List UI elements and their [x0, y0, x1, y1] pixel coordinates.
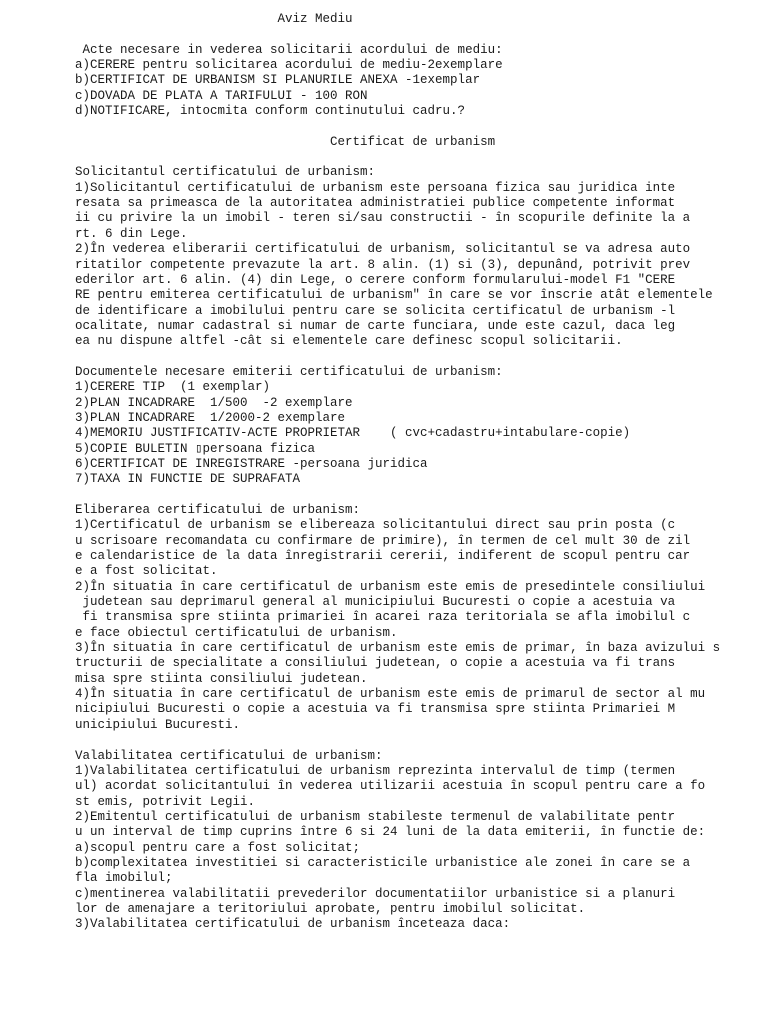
text-line: lor de amenajare a teritoriului aprobate, pentru imobilul solicitat. — [75, 901, 586, 916]
text-line — [75, 733, 765, 748]
text-line: st emis, potrivit Legii. — [75, 794, 256, 809]
text-line: ocalitate, numar cadastral si numar de carte funciara, unde este cazul, daca leg — [75, 318, 676, 333]
text-line: u un interval de timp cuprins între 6 si 24 luni de la data emiterii, în functie de: — [75, 825, 706, 840]
text-line: Solicitantul certificatului de urbanism: — [75, 165, 376, 180]
text-line: d)NOTIFICARE, intocmita conform continutului cadru.? — [75, 104, 466, 119]
text-line: 3)Valabilitatea certificatului de urbanism înceteaza daca: — [75, 917, 511, 932]
text-line: 4)În situatia în care certificatul de urbanism este emis de primarul de sector al mu — [75, 687, 706, 702]
text-line: e a fost solicitat. — [75, 564, 218, 579]
text-line: 2)Emitentul certificatului de urbanism stabileste termenul de valabilitate pentr — [75, 809, 676, 824]
text-line — [75, 119, 765, 134]
text-line — [75, 27, 765, 42]
text-line: fi transmisa spre stiinta primariei în acarei raza teritoriala se afla imobilul c — [75, 610, 691, 625]
text-line: 4)MEMORIU JUSTIFICATIV-ACTE PROPRIETAR ( cvc+cadastru+intabulare-copie) — [75, 426, 631, 441]
text-line: RE pentru emiterea certificatului de urbanism" în care se vor înscrie atât elementele — [75, 288, 713, 303]
text-line: fla imobilul; — [75, 871, 173, 886]
text-line: nicipiului Bucuresti o copie a acestuia va fi transmisa spre stiinta Primariei M — [75, 702, 676, 717]
text-line: 6)CERTIFICAT DE INREGISTRARE -persoana juridica — [75, 456, 428, 471]
text-line: 2)În situatia în care certificatul de urbanism este emis de presedintele consiliului — [75, 579, 706, 594]
text-line: b)complexitatea investitiei si caracteristicile urbanistice ale zonei în care se a — [75, 855, 691, 870]
text-line — [75, 488, 765, 503]
text-line: 1)CERERE TIP (1 exemplar) — [75, 380, 271, 395]
text-line: 2)PLAN INCADRARE 1/500 -2 exemplare — [75, 395, 353, 410]
text-line: 5)COPIE BULETIN ▯persoana fizica — [75, 441, 316, 456]
text-line: u scrisoare recomandata cu confirmare de primire), în termen de cel mult 30 de zil — [75, 533, 691, 548]
text-line: b)CERTIFICAT DE URBANISM SI PLANURILE ANEXA -1exemplar — [75, 73, 481, 88]
text-line: unicipiului Bucuresti. — [75, 717, 241, 732]
text-line: 7)TAXA IN FUNCTIE DE SUPRAFATA — [75, 472, 301, 487]
text-line: judetean sau deprimarul general al municipiului Bucuresti o copie a acestuia va — [75, 595, 676, 610]
text-line: rt. 6 din Lege. — [75, 226, 188, 241]
text-line: ritatilor competente prevazute la art. 8 alin. (1) si (3), depunând, potrivit prev — [75, 257, 691, 272]
text-line: 2)În vederea eliberarii certificatului de urbanism, solicitantul se va adresa auto — [75, 242, 691, 257]
text-line: ii cu privire la un imobil - teren si/sau constructii - în scopurile definite la a — [75, 211, 691, 226]
text-line: de identificare a imobilului pentru care se solicita certificatul de urbanism -l — [75, 303, 676, 318]
text-line: e calendaristice de la data înregistrarii cererii, indiferent de scopul pentru car — [75, 549, 691, 564]
text-line: 1)Certificatul de urbanism se elibereaza solicitantului direct sau prin posta (c — [75, 518, 676, 533]
text-line: Eliberarea certificatului de urbanism: — [75, 503, 361, 517]
text-line: Acte necesare in vederea solicitarii acordului de mediu: — [75, 42, 503, 57]
text-line: 3)PLAN INCADRARE 1/2000-2 exemplare — [75, 410, 346, 425]
text-line: Certificat de urbanism — [75, 134, 496, 149]
text-line: e face obiectul certificatului de urbanism. — [75, 625, 398, 640]
text-line: ederilor art. 6 alin. (4) din Lege, o cerere conform formularului-model F1 "CERE — [75, 272, 676, 287]
text-line: 1)Valabilitatea certificatului de urbanism reprezinta intervalul de timp (termen — [75, 763, 676, 778]
document-body — [75, 12, 765, 933]
text-line: a)CERERE pentru solicitarea acordului de mediu-2exemplare — [75, 58, 503, 73]
text-line: tructurii de specialitate a consiliului judetean, o copie a acestuia va fi trans — [75, 656, 676, 671]
text-line: a)scopul pentru care a fost solicitat; — [75, 840, 361, 855]
text-line: Valabilitatea certificatului de urbanism: — [75, 748, 383, 763]
text-line: c)mentinerea valabilitatii prevederilor documentatiilor urbanistice si a planuri — [75, 886, 676, 901]
text-line: 3)În situatia în care certificatul de urbanism este emis de primar, în baza avizului s — [75, 641, 721, 656]
text-line: Aviz Mediu — [75, 12, 353, 26]
text-line: misa spre stiinta consiliului judetean. — [75, 671, 368, 686]
text-line: resata sa primeasca de la autoritatea administratiei publice competente informat — [75, 196, 676, 211]
text-line — [75, 150, 765, 165]
text-line: 1)Solicitantul certificatului de urbanism este persoana fizica sau juridica inte — [75, 180, 676, 195]
text-line — [75, 350, 765, 365]
text-line: ea nu dispune altfel -cât si elementele care definesc scopul solicitarii. — [75, 334, 623, 349]
text-line: Documentele necesare emiterii certificatului de urbanism: — [75, 364, 503, 379]
text-line: ul) acordat solicitantului în vederea utilizarii acestuia în scopul pentru care a fo — [75, 779, 706, 794]
text-line: c)DOVADA DE PLATA A TARIFULUI - 100 RON — [75, 88, 368, 103]
